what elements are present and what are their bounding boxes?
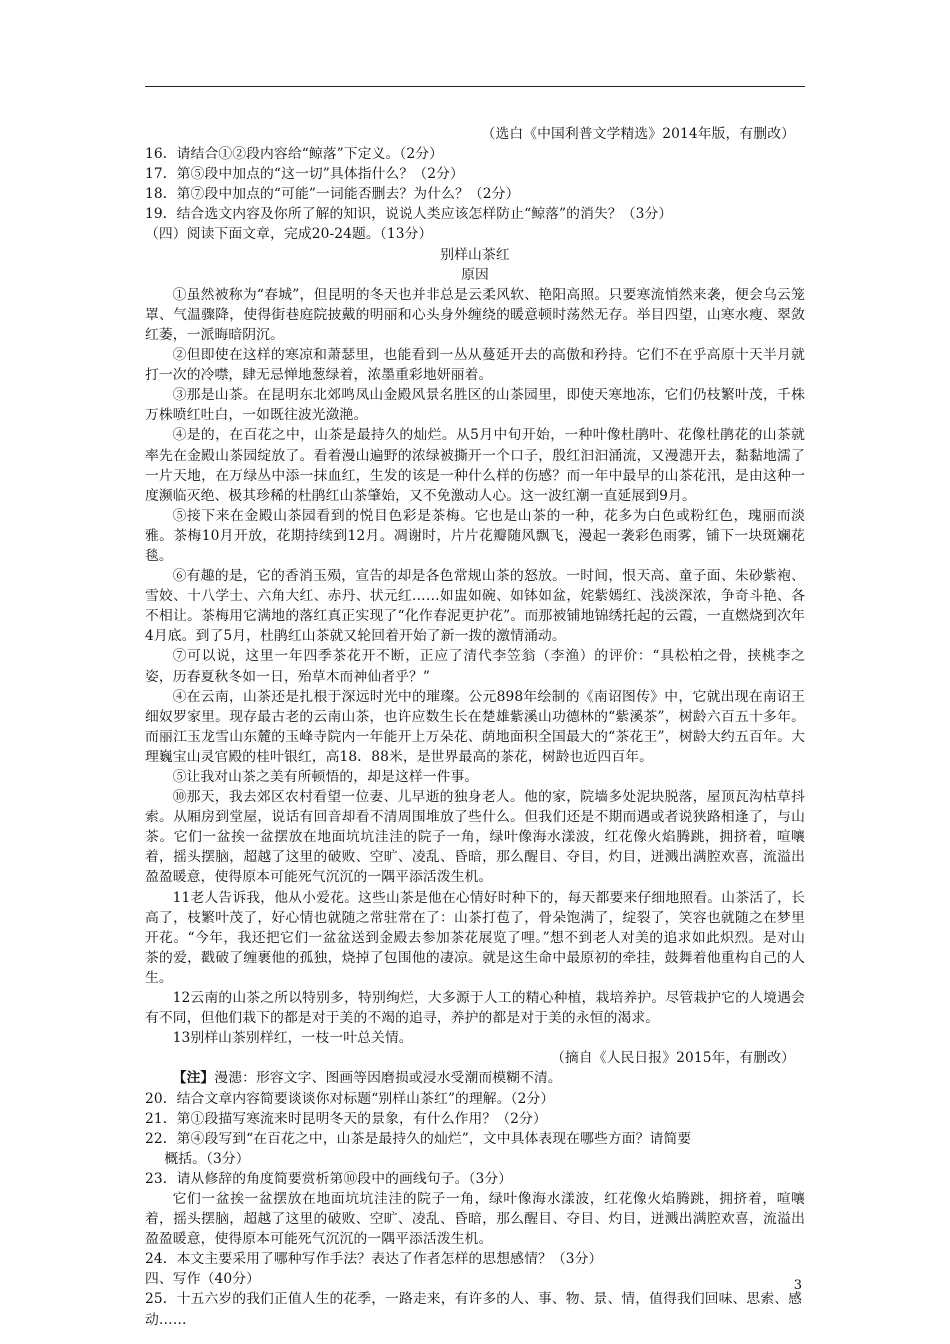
paragraph-6: ⑥有趣的是，它的香消玉殒，宣告的却是各色常规山茶的怒放。一时间，恨天高、童子面、朱砂紫袍、雪姣、十八学士、六角大红、赤丹、状元红……如盅如碗、如钵如盆，姹紫嫣红、浅淡深浓，争奇斗艳、各不相让。茶梅用它满地的落红真正实现了“化作春泥更护花”。而那被铺地锦绣托起的云霞，一直燃烧到次年4月底。到了5月，杜鹃红山茶就又轮回着开始了新一拨的激情涌动。 bbox=[145, 568, 805, 645]
question-23: 23．请从修辞的角度简要赏析第⑩段中的画线句子。（3分） bbox=[145, 1170, 513, 1187]
paragraph-5: ⑤接下来在金殿山茶园看到的悦目色彩是茶梅。它也是山茶的一种，花多为白色或粉红色，瑰丽而淡雅。茶梅10月开放，花期持续到12月。凋谢时，片片花瓣随风飘飞，漫起一袭彩色雨雾，铺下一块斑斓花毯。 bbox=[145, 507, 805, 564]
question-25: 25．十五六岁的我们正值人生的花季，一路走来，有许多的人、事、物、景、情，值得我们回味、思索、感动…… bbox=[145, 1291, 803, 1328]
footnote-label: 【注】 bbox=[172, 1070, 215, 1087]
article-title: 别样山茶红 bbox=[440, 246, 510, 263]
paragraph-10: ⑩那天，我去郊区农村看望一位妻、儿早逝的独身老人。他的家，院墙多处泥块脱落，屋顶瓦沟枯草抖索。从厢房到堂屋，说话有回音却看不清周围堆放了些什么。但我们还是不期而遇或者说狭路相逢了，与山茶。它们一盆挨一盆摆放在地面坑坑洼洼的院子一角，绿叶像海水漾波，红花像火焰腾跳，拥挤着，喧嚷着，摇头摆脑，超越了这里的破败、空旷、凌乱、昏暗，那么醒目、夺目，灼目，迸溅出满腔欢喜，流溢出盈盈暖意，使得原本可能死气沉沉的一隅平添活泼生机。 bbox=[145, 789, 805, 886]
question-24: 24．本文主要采用了哪种写作手法？表达了作者怎样的思想感情？（3分） bbox=[145, 1251, 603, 1268]
paragraph-2: ②但即使在这样的寒凉和萧瑟里，也能看到一丛从蔓延开去的高傲和矜持。它们不在乎高原十天半月就打一次的冷噤，肆无忌惮地葱绿着，浓墨重彩地妍丽着。 bbox=[145, 347, 805, 384]
footnote-text: 漫漶：形容文字、图画等因磨损或浸水受潮而模糊不清。 bbox=[214, 1070, 562, 1087]
paragraph-8: ④在云南，山茶还是扎根于深远时光中的璀璨。公元898年绘制的《南诏图传》中，它就出现在南诏王细奴罗家里。现存最古老的云南山茶，也许应数生长在楚雄紫溪山功德林的“紫溪茶”，树龄六百五十多年。而丽江玉龙雪山东麓的玉峰寺院内一年能开上万朵花、荫地面积全国最大的“茶花王”，树龄大约五百年。大理巍宝山灵官殿的桂叶银红，高18．88米，是世界最高的茶花，树龄也近四百年。 bbox=[145, 688, 805, 765]
question-22-continued: 概括。（3分） bbox=[164, 1150, 250, 1167]
header-rule bbox=[145, 86, 805, 87]
question-22: 22．第④段写到“在百花之中，山茶是最持久的灿烂”，文中具体表现在哪些方面？请简要 bbox=[145, 1130, 692, 1147]
source-citation: （选白《中国利普文学精选》2014年版，有删改） bbox=[481, 126, 795, 142]
footnote bbox=[145, 1068, 805, 1088]
page-number: 3 bbox=[793, 1278, 802, 1293]
article-author: 原因 bbox=[461, 266, 489, 283]
paragraph-13: 13别样山茶别样红，一枝一叶总关情。 bbox=[172, 1030, 413, 1047]
paragraph-3: ③那是山茶。在昆明东北郊鸣凤山金殿风景名胜区的山茶园里，即使天寒地冻，它们仍枝繁叶茂，千株万株喷红吐白，一如既往波光潋滟。 bbox=[145, 387, 805, 424]
paragraph-9: ⑤让我对山茶之美有所顿悟的，却是这样一件事。 bbox=[172, 769, 479, 785]
question-17: 17．第⑤段中加点的“这一切”具体指什么？（2分） bbox=[145, 166, 464, 183]
page-content bbox=[145, 124, 805, 1330]
paragraph-11: 11老人告诉我，他从小爱花。这些山茶是他在心情好时种下的，每天都要来仔细地照看。山茶活了，长高了，枝繁叶茂了，好心情也就随之常驻常在了：山茶打苞了，骨朵饱满了，绽裂了，笑容也就随之在梦里开花。“今年，我还把它们一盆盆送到金殿去参加茶花展览了哩。”想不到老人对美的追求如此炽烈。是对山茶的爱，戳破了缠裹他的孤独，烧掉了包围他的凄凉。就是这生命中最原初的牵挂，鼓舞着他重构自己的人生。 bbox=[145, 889, 805, 986]
paragraph-7: ⑦可以说，这里一年四季茶花开不断，正应了清代李笠翁（李渔）的评价：“具松柏之骨，挟桃李之姿，历春夏秋冬如一日，殆草木而神仙者乎？” bbox=[145, 648, 805, 685]
question-19: 19．结合选文内容及你所了解的知识，说说人类应该怎样防止“鲸落”的消失？（3分） bbox=[145, 206, 673, 223]
question-16: 16．请结合①②段内容给“鲸落”下定义。（2分） bbox=[145, 146, 444, 163]
source-citation-2: （摘自《人民日报》2015年，有删改） bbox=[551, 1050, 795, 1067]
writing-section-heading: 四、写作（40分） bbox=[145, 1271, 261, 1288]
question-21: 21．第①段描写寒流来时昆明冬天的景象，有什么作用？（2分） bbox=[145, 1110, 547, 1127]
question-18: 18．第⑦段中加点的“可能”一词能否删去？为什么？（2分） bbox=[145, 186, 520, 203]
paragraph-1: ①虽然被称为“春城”，但昆明的冬天也并非总是云柔风软、艳阳高照。只要寒流悄然来袭，便会乌云笼罩、气温骤降，使得街巷庭院披戴的明丽和心头身外缠绕的暖意顿时荡然无存。举目四望，山寒水瘦、翠敛红萎，一派晦暗阴沉。 bbox=[145, 286, 805, 343]
question-20: 20．结合文章内容简要谈谈你对标题“别样山茶红”的理解。（2分） bbox=[145, 1090, 555, 1107]
section-heading: （四）阅读下面文章，完成20-24题。（13分） bbox=[145, 226, 433, 243]
paragraph-12: 12云南的山茶之所以特别多，特别绚烂，大多源于人工的精心种植，栽培养护。尽管栽护它的人境遇会有不同，但他们栽下的都是对于美的不竭的追寻，养护的都是对于美的永恒的渴求。 bbox=[145, 990, 805, 1027]
paragraph-4: ④是的，在百花之中，山茶是最持久的灿烂。从5月中旬开始，一种叶像杜鹃叶、花像杜鹃花的山茶就率先在金殿山茶园绽放了。看着漫山遍野的浓绿被撕开一个口子，殷红汩汩涌流，又漫漶开去，黏黏地濡了一片天地，在万绿丛中添一抹血红，生发的该是一种什么样的伤感？而一年中最早的山茶花汛，是由这种一度濒临灭绝、极其珍稀的杜鹃红山茶肇始，又不免激动人心。这一波红潮一直延展到9月。 bbox=[145, 427, 805, 504]
quoted-sentence: 它们一盆挨一盆摆放在地面坑坑洼洼的院子一角，绿叶像海水漾波，红花像火焰腾跳，拥挤着，喧嚷着，摇头摆脑，超越了这里的破败、空旷、凌乱、昏暗，那么醒目、夺目、灼目，迸溅出满腔欢喜，流溢出盈盈暖意，使得原本可能死气沉沉的一隅平添活泼生机。 bbox=[145, 1190, 805, 1248]
